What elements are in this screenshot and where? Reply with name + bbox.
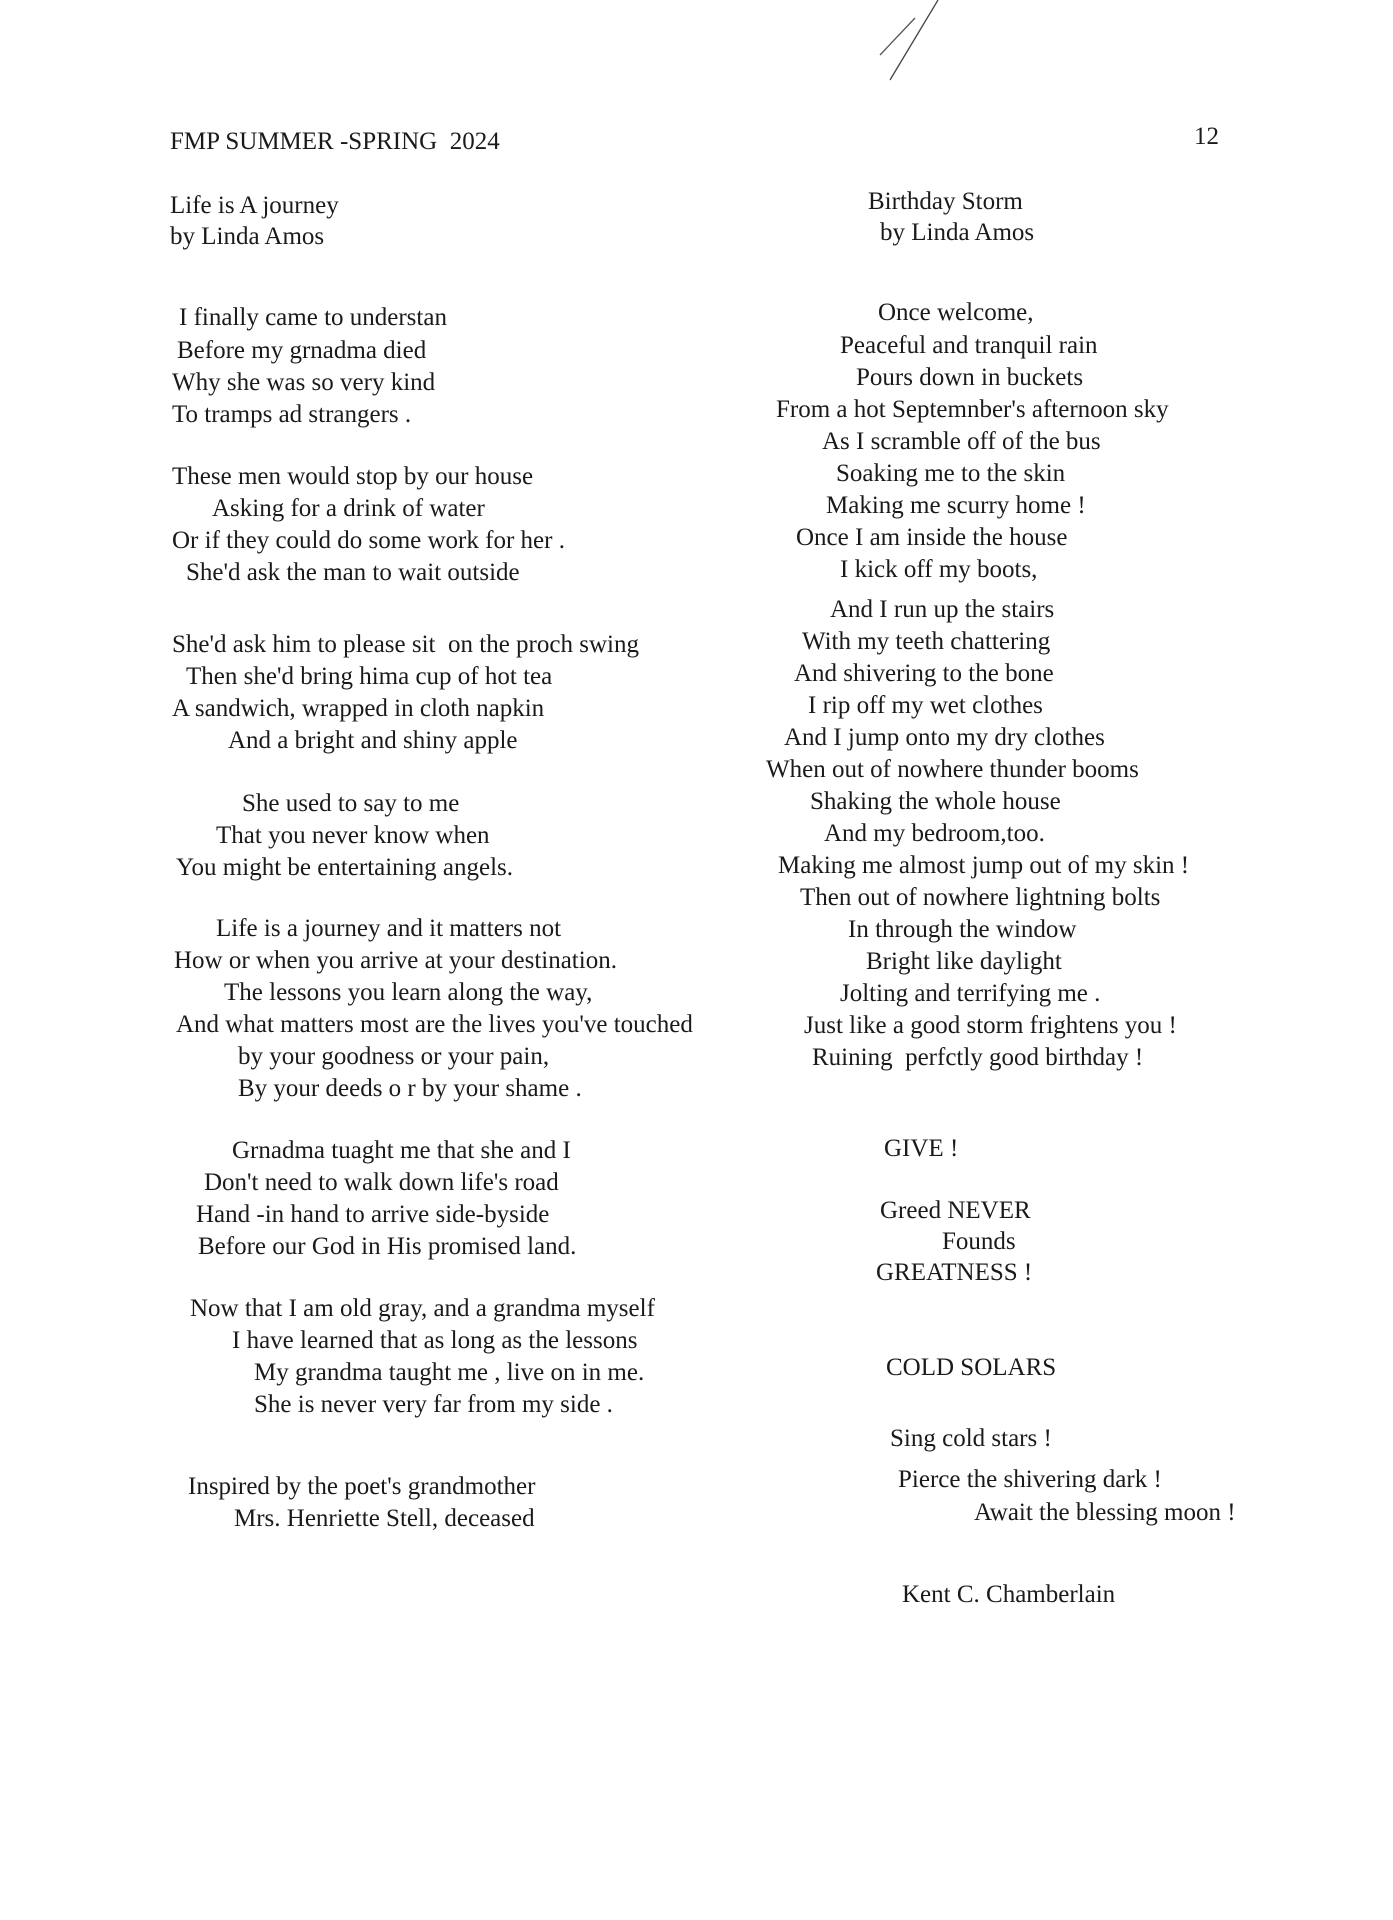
poem-line: And my bedroom,too. xyxy=(824,820,1045,847)
poem-line: Life is a journey and it matters not xyxy=(216,915,562,942)
poem-line: She'd ask the man to wait outside xyxy=(186,559,520,586)
poem-line: And shivering to the bone xyxy=(794,660,1054,687)
poem-line: How or when you arrive at your destination. xyxy=(174,947,617,974)
poem-line: Shaking the whole house xyxy=(810,788,1061,815)
poem-line: I kick off my boots, xyxy=(840,556,1038,583)
poem-line: In through the window xyxy=(848,916,1077,943)
poem-byline: by Linda Amos xyxy=(880,219,1035,246)
poem-line: By your deeds o r by your shame . xyxy=(238,1075,582,1102)
poem-line: Now that I am old gray, and a grandma myself xyxy=(190,1295,655,1322)
poem-line: You might be entertaining angels. xyxy=(176,854,513,881)
poem-line: That you never know when xyxy=(216,822,490,849)
poem-line: Then she'd bring hima cup of hot tea xyxy=(186,663,553,690)
poem-line: When out of nowhere thunder booms xyxy=(766,756,1139,783)
poem-title-birthday-storm: Birthday Storm xyxy=(868,188,1023,215)
poem-line: Jolting and terrifying me . xyxy=(840,980,1101,1007)
poem-line: Just like a good storm frightens you ! xyxy=(804,1012,1177,1039)
poem-line: Hand -in hand to arrive side-byside xyxy=(196,1201,550,1228)
poem-line: Bright like daylight xyxy=(866,948,1062,975)
poem-line: As I scramble off of the bus xyxy=(822,428,1101,455)
poem-line: Once welcome, xyxy=(878,299,1034,326)
poem-line: Await the blessing moon ! xyxy=(974,1499,1236,1526)
poem-line: GREATNESS ! xyxy=(876,1259,1033,1286)
poem-line: Or if they could do some work for her . xyxy=(172,527,565,554)
poem-line: I rip off my wet clothes xyxy=(808,692,1043,719)
poem-line: Before our God in His promised land. xyxy=(198,1233,577,1260)
poem-line: The lessons you learn along the way, xyxy=(224,979,593,1006)
poem-line: Sing cold stars ! xyxy=(890,1425,1052,1452)
poem-line: Grnadma tuaght me that she and I xyxy=(232,1137,571,1164)
poem-line: A sandwich, wrapped in cloth napkin xyxy=(172,695,545,722)
poem-line: I have learned that as long as the lessons xyxy=(232,1327,638,1354)
poem-line: Once I am inside the house xyxy=(796,524,1068,551)
poem-title-life-journey: Life is A journey xyxy=(170,192,339,219)
document-header-title: FMP SUMMER -SPRING 2024 xyxy=(170,128,500,155)
poem-title-give: GIVE ! xyxy=(884,1135,959,1162)
poem-line: She'd ask him to please sit on the proch swing xyxy=(172,631,639,658)
poem-line: With my teeth chattering xyxy=(802,628,1051,655)
poem-line: She is never very far from my side . xyxy=(254,1391,613,1418)
poem-author: Kent C. Chamberlain xyxy=(902,1581,1116,1608)
poem-line: Pierce the shivering dark ! xyxy=(898,1466,1162,1493)
poem-line: I finally came to understan xyxy=(179,304,447,331)
poem-byline: by Linda Amos xyxy=(170,223,325,250)
poem-line: Before my grnadma died xyxy=(177,337,427,364)
poem-title-cold-solars: COLD SOLARS xyxy=(886,1354,1057,1381)
poem-line: Don't need to walk down life's road xyxy=(204,1169,559,1196)
poem-line: Founds xyxy=(942,1228,1016,1255)
poem-line: Why she was so very kind xyxy=(172,369,436,396)
poem-line: These men would stop by our house xyxy=(172,463,534,490)
poem-line: Soaking me to the skin xyxy=(836,460,1066,487)
poem-line: Making me almost jump out of my skin ! xyxy=(778,852,1190,879)
page-number: 12 xyxy=(1194,123,1219,150)
poem-line: Ruining perfctly good birthday ! xyxy=(812,1044,1144,1071)
pen-mark-graphic xyxy=(870,0,950,85)
dedication-line: Mrs. Henriette Stell, deceased xyxy=(234,1505,535,1532)
poem-line: Making me scurry home ! xyxy=(826,492,1086,519)
poem-line: Peaceful and tranquil rain xyxy=(840,332,1098,359)
poem-line: And a bright and shiny apple xyxy=(228,727,518,754)
poem-line: Greed NEVER xyxy=(880,1197,1031,1224)
poem-line: From a hot Septemnber's afternoon sky xyxy=(776,396,1169,423)
poem-line: Pours down in buckets xyxy=(856,364,1084,391)
poem-line: To tramps ad strangers . xyxy=(172,401,412,428)
poem-line: And I run up the stairs xyxy=(830,596,1055,623)
dedication-line: Inspired by the poet's grandmother xyxy=(188,1473,536,1500)
poem-line: And I jump onto my dry clothes xyxy=(784,724,1105,751)
poem-line: Then out of nowhere lightning bolts xyxy=(800,884,1161,911)
poem-line: by your goodness or your pain, xyxy=(238,1043,550,1070)
poem-line: And what matters most are the lives you've touched xyxy=(176,1011,693,1038)
poem-line: She used to say to me xyxy=(242,790,460,817)
poem-line: Asking for a drink of water xyxy=(212,495,485,522)
poem-line: My grandma taught me , live on in me. xyxy=(254,1359,645,1386)
